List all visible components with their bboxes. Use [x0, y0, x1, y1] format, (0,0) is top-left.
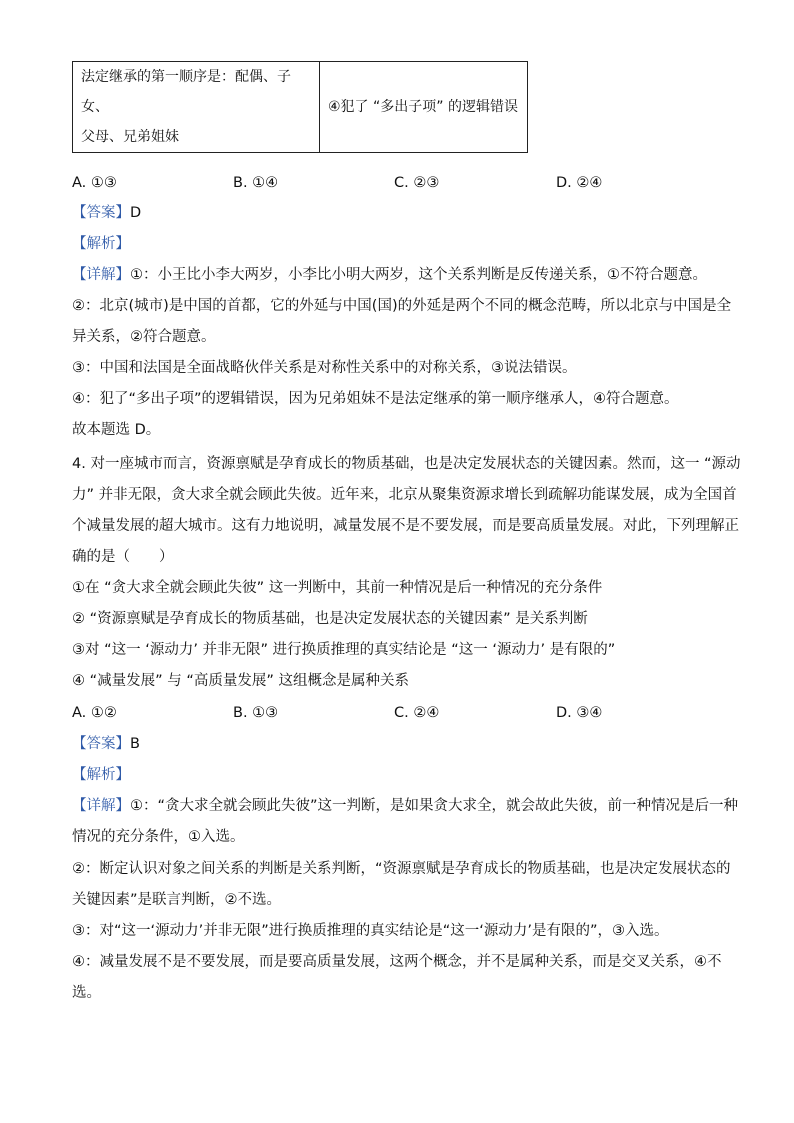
- q3-detail-line-4: ③：中国和法国是全面战略伙伴关系是对称性关系中的对称关系，③说法错误。: [72, 360, 577, 376]
- q4-statement-4: ④ “减量发展” 与 “高质量发展” 这组概念是属种关系: [72, 673, 409, 689]
- q4-detail-line-3: ②：断定认识对象之间关系的判断是关系判断，“资源禀赋是孕育成长的物质基础，也是决定发展状态的: [72, 861, 731, 877]
- q4-detail-text-1: ①：“贪大求全就会顾此失彼”这一判断，是如果贪大求全，就会故此失彼，前一种情况是后一种: [130, 798, 739, 814]
- q3-detail-tag: 【详解】: [72, 267, 130, 283]
- q3-conclusion: 故本题选 D。: [72, 422, 161, 438]
- q4-detail-line-1: [72, 796, 738, 816]
- table-cell-left: [73, 62, 320, 153]
- q3-option-d: D. ②④: [556, 175, 603, 191]
- q3-answer-value: D: [130, 205, 142, 221]
- q3-detail-text-1: ①：小王比小李大两岁，小李比小明大两岁，这个关系判断是反传递关系，①不符合题意。: [130, 267, 707, 283]
- q3-answer-tag: 【答案】: [72, 205, 130, 221]
- q3-option-c: C. ②③: [394, 175, 440, 191]
- q4-option-d: D. ③④: [556, 705, 603, 721]
- q3-answer: [72, 203, 141, 223]
- q4-detail-line-7: 选。: [72, 985, 101, 1001]
- q4-answer: [72, 734, 140, 754]
- q4-stem-line-1: 4. 对一座城市而言，资源禀赋是孕育成长的物质基础，也是决定发展状态的关键因素。然而，这一 “源动: [72, 456, 741, 472]
- q4-stem-line-3: 个减量发展的超大城市。这有力地说明，减量发展不是不要发展，而是要高质量发展。对此，下列理解正: [72, 518, 739, 534]
- table-left-line2: 父母、兄弟姐妹: [81, 129, 179, 145]
- q4-statement-1: ①在 “贪大求全就会顾此失彼” 这一判断中，其前一种情况是后一种情况的充分条件: [72, 580, 603, 596]
- q4-statement-2: ② “资源禀赋是孕育成长的物质基础，也是决定发展状态的关键因素” 是关系判断: [72, 611, 588, 627]
- q3-detail-line-5: ④：犯了“多出子项”的逻辑错误，因为兄弟姐妹不是法定继承的第一顺序继承人，④符合题意。: [72, 391, 679, 407]
- premise-table: [72, 61, 528, 153]
- q4-detail-tag: 【详解】: [72, 798, 130, 814]
- q4-option-b: B. ①③: [233, 705, 279, 721]
- q4-statement-3: ③对 “这一 ‘源动力’ 并非无限” 进行换质推理的真实结论是 “这一 ‘源动力’ 是有限的”: [72, 642, 616, 658]
- q3-analysis-tag: 【解析】: [72, 236, 130, 252]
- q4-detail-line-6: ④：减量发展不是不要发展，而是要高质量发展，这两个概念，并不是属种关系，而是交叉关系，④不: [72, 954, 722, 970]
- q4-detail-line-5: ③：对“这一‘源动力’并非无限”进行换质推理的真实结论是“这一‘源动力’是有限的”，③入选。: [72, 923, 669, 939]
- q3-detail-line-2: ②：北京(城市)是中国的首都，它的外延与中国(国)的外延是两个不同的概念范畴，所以北京与中国是全: [72, 298, 732, 314]
- q4-detail-line-4: 关键因素”是联言判断，②不选。: [72, 892, 282, 908]
- q4-answer-value: B: [130, 736, 140, 752]
- q4-answer-tag: 【答案】: [72, 736, 130, 752]
- q3-option-b: B. ①④: [233, 175, 279, 191]
- q4-option-a: A. ①②: [72, 705, 117, 721]
- table-left-line1: 法定继承的第一顺序是：配偶、子女、: [81, 69, 291, 115]
- q4-stem-line-4: 确的是（ ）: [72, 549, 174, 565]
- q4-option-c: C. ②④: [394, 705, 440, 721]
- q3-detail-line-1: [72, 265, 707, 285]
- q4-stem-line-2: 力” 并非无限，贪大求全就会顾此失彼。近年来，北京从聚集资源求增长到疏解功能谋发展，成为全国首: [72, 487, 737, 503]
- q3-detail-line-3: 异关系，②符合题意。: [72, 329, 216, 345]
- table-cell-right: ④犯了 “多出子项” 的逻辑错误: [320, 62, 528, 153]
- q4-analysis-tag: 【解析】: [72, 767, 130, 783]
- q4-detail-line-2: 情况的充分条件，①入选。: [72, 829, 245, 845]
- q3-option-a: A. ①③: [72, 175, 117, 191]
